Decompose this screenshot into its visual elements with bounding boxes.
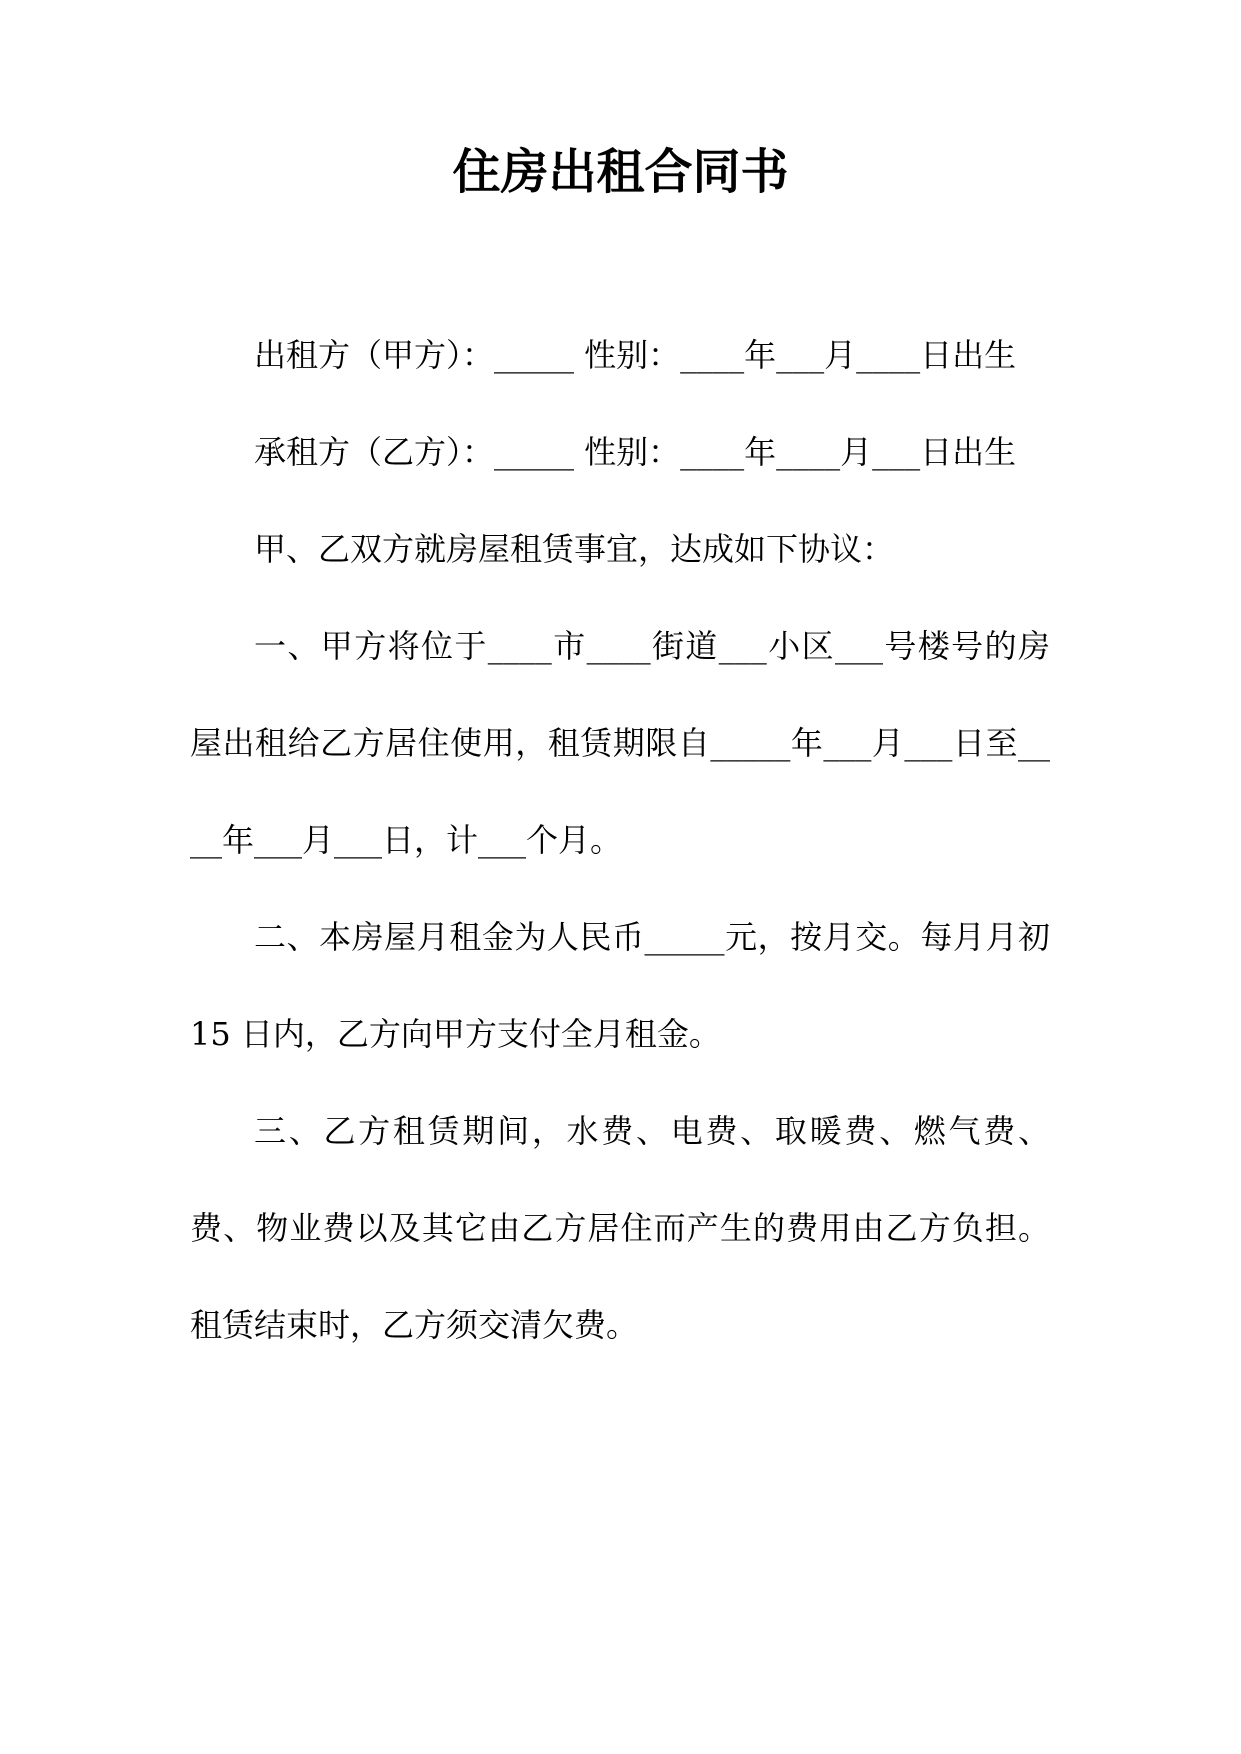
- paragraph-clause-1: 一、甲方将位于____市____街道___小区___号楼号的房屋出租给乙方居住使用，租赁期限自_____年___月___日至____年___月___日，计___个月。: [190, 627, 1050, 859]
- paragraph-lessee-info: 承租方（乙方）：_____ 性别：____年____月___日出生: [254, 433, 1017, 471]
- document-body: [190, 307, 1050, 1374]
- paragraph-clause-2: 二、本房屋月租金为人民币_____元，按月交。每月月初 15 日内，乙方向甲方支付全月租金。: [190, 918, 1050, 1053]
- paragraph-lessor-info: 出租方（甲方）：_____ 性别：____年___月____日出生: [254, 336, 1017, 374]
- paragraph-agreement-intro: 甲、乙双方就房屋租赁事宜，达成如下协议：: [254, 530, 895, 568]
- paragraph-clause-3: 三、乙方租赁期间，水费、电费、取暖费、燃气费、费、物业费以及其它由乙方居住而产生的费用由乙方负担。租赁结束时，乙方须交清欠费。: [190, 1112, 1050, 1344]
- document-title: 住房出租合同书: [452, 144, 789, 200]
